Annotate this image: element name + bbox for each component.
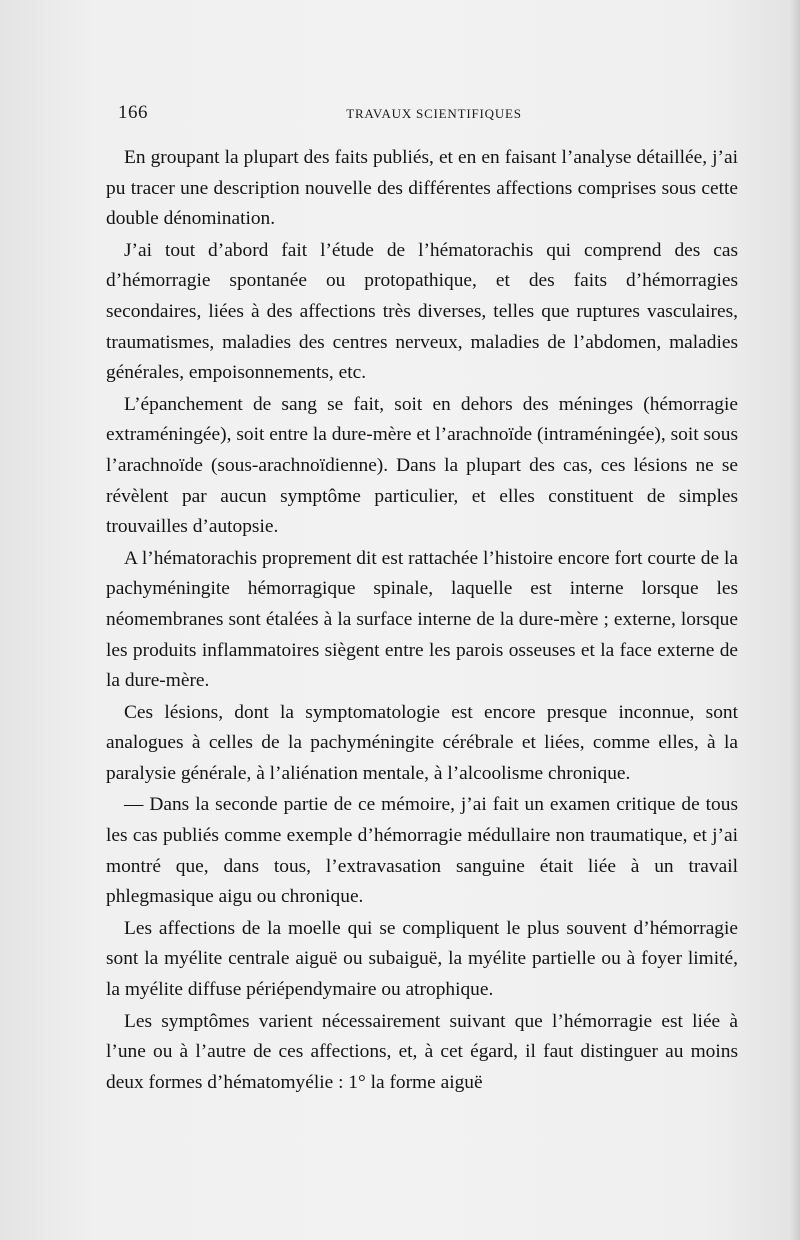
paragraph: Ces lésions, dont la symptomatologie est encore presque inconnue, sont analogues à celles de la pachyméningite cérébrale et liées, comme elles, à la paralysie générale, à l’aliénation mentale, à l’alcoolisme chronique.	[106, 701, 738, 784]
body-text	[106, 143, 738, 1098]
paragraph: Les symptômes varient nécessairement suivant que l’hémorragie est liée à l’une ou à l’autre de ces affections, et, à cet égard, il faut distinguer au moins deux formes d’hématomyélie : 1° la forme aiguë	[106, 1010, 738, 1093]
paragraph: L’épanchement de sang se fait, soit en dehors des méninges (hémorragie extraméningée), soit entre la dure-mère et l’arachnoïde (intraméningée), soit sous l’arachnoïde (sous-arachnoïdienne). Dans la plupart des cas, ces lésions ne se révèlent par aucun symptôme particulier, et elles constituent de simples trouvailles d’autopsie.	[106, 393, 738, 538]
paragraph: Les affections de la moelle qui se compliquent le plus souvent d’hémorragie sont la myélite centrale aiguë ou subaiguë, la myélite partielle ou à foyer limité, la myélite diffuse périépendymaire ou atrophique.	[106, 917, 738, 1001]
page-number: 166	[118, 102, 148, 123]
paragraph: J’ai tout d’abord fait l’étude de l’hématorachis qui comprend des cas d’hémorragie spontanée ou protopathique, et des faits d’hémorragies secondaires, liées à des affections très diverses, telles que ruptures vasculaires, traumatismes, maladies des centres nerveux, maladies de l’abdomen, maladies générales, empoisonnements, etc.	[106, 239, 738, 384]
paragraph: A l’hématorachis proprement dit est rattachée l’histoire encore fort courte de la pachyméningite hémorragique spinale, laquelle est interne lorsque les néomembranes sont étalées à la surface interne de la dure-mère ; externe, lorsque les produits inflammatoires siègent entre les parois osseuses et la face externe de la dure-mère.	[106, 547, 738, 692]
paragraph: — Dans la seconde partie de ce mémoire, j’ai fait un examen critique de tous les cas publiés comme exemple d’hémorragie médullaire non traumatique, et j’ai montré que, dans tous, l’extravasation sanguine était liée à un travail phlegmasique aigu ou chronique.	[106, 794, 738, 908]
page-header	[106, 102, 738, 132]
page-edge-shadow	[790, 0, 800, 1240]
paragraph: En groupant la plupart des faits publiés, et en en faisant l’analyse détaillée, j’ai pu tracer une description nouvelle des différentes affections comprises sous cette double dénomination.	[106, 147, 738, 230]
running-title: TRAVAUX SCIENTIFIQUES	[346, 106, 522, 121]
